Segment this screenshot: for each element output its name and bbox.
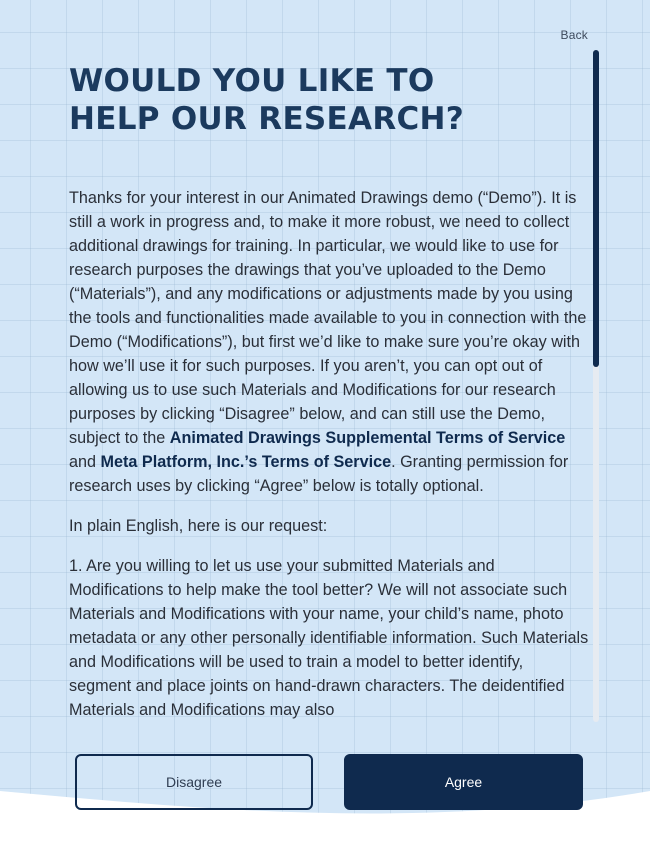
intro-text: Thanks for your interest in our Animated Drawings demo (“Demo”). It is still a work in progress and, to make it more robust, we need to collect additional drawings for training. In particular, we would like to use for research purposes the drawings that you’ve uploaded to the Demo (“Materials”), and any modifications or adjustments made by you using the tools and functionalities made available to you in connection with the Demo (“Modifications”), but first we’d like to make sure you’re okay with how we’ll use it for such purposes. If you aren’t, you can opt out of allowing us to use such Materials and Modifications for our research purposes by clicking “Disagree” below, and can still use the Demo, subject to the bbox=[69, 189, 587, 447]
title-line-1: WOULD YOU LIKE TO bbox=[69, 63, 435, 99]
request-paragraph: 1. Are you willing to let us use your submitted Materials and Modifications to help make the tool better? We will not associate such Materials and Modifications with your name, your child’s name, photo metadata or any other personally identifiable information. Such Materials and Modifications will be used to train a model to better identify, segment and place joints on hand-drawn characters. The deidentified Materials and Modifications may also bbox=[69, 557, 589, 719]
scrollbar-thumb[interactable] bbox=[593, 50, 599, 367]
intro-paragraph bbox=[69, 186, 589, 498]
disagree-button[interactable]: Disagree bbox=[75, 754, 313, 810]
back-link[interactable]: Back bbox=[560, 28, 588, 42]
conjunction-text: and bbox=[69, 453, 101, 471]
meta-terms-link[interactable]: Meta Platform, Inc.’s Terms of Service bbox=[100, 453, 392, 471]
plain-english-paragraph: In plain English, here is our request: bbox=[69, 517, 328, 535]
consent-content[interactable] bbox=[69, 62, 589, 722]
scrollbar-track[interactable] bbox=[593, 50, 599, 722]
title-line-2: HELP OUR RESEARCH? bbox=[69, 101, 465, 137]
consent-text bbox=[69, 186, 589, 722]
optional-text: . Granting permission for research uses by clicking “Agree” below is totally optional. bbox=[69, 453, 569, 495]
agree-button[interactable]: Agree bbox=[344, 754, 583, 810]
page-title bbox=[69, 62, 589, 138]
supplemental-terms-link[interactable]: Animated Drawings Supplemental Terms of Service bbox=[169, 429, 566, 447]
